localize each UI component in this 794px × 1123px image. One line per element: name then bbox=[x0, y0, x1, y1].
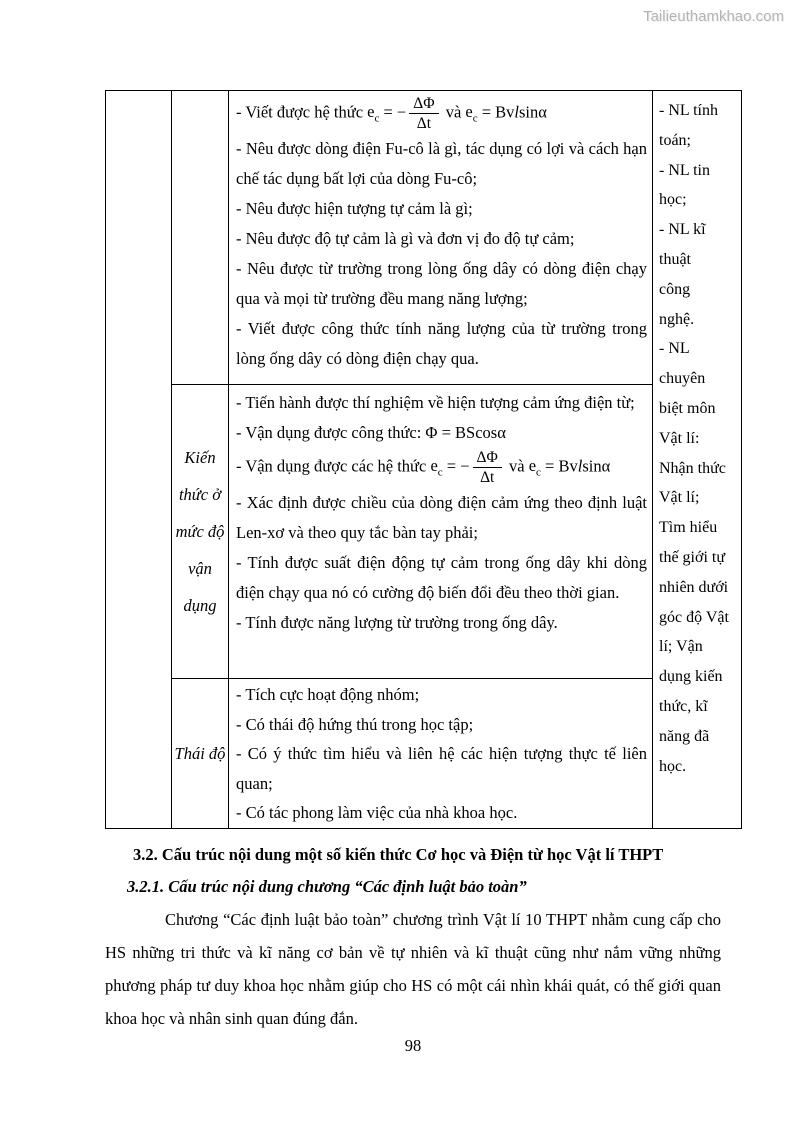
row-content-cell bbox=[229, 91, 652, 384]
objective-item: - Nêu được hiện tượng tự cảm là gì; bbox=[236, 198, 473, 218]
objective-item: - Có thái độ hứng thú trong học tập; bbox=[236, 714, 474, 734]
table-row bbox=[172, 91, 652, 384]
competency-line: - NL kĩ bbox=[659, 221, 706, 239]
watermark: Tailieuthamkhao.com bbox=[643, 8, 784, 25]
fraction: $\frac{\Delta\Phi}{\Delta t}$ bbox=[409, 94, 438, 133]
fraction: $\frac{\Delta\Phi}{\Delta t}$ bbox=[473, 448, 502, 487]
competency-line: chuyên bbox=[659, 370, 706, 388]
competency-line: - NL tính bbox=[659, 102, 718, 119]
objective-item: - Nêu được độ tự cảm là gì và đơn vị đo độ tự cảm; bbox=[236, 228, 575, 248]
row-label-cell: Kiến thức ở mức độ vận dụng bbox=[172, 385, 229, 678]
objective-item: - Nêu được dòng điện Fu-cô là gì, tác dụng có lợi và cách hạn chế tác dụng bất lợi của dòng Fu-cô; bbox=[236, 138, 647, 188]
competency-line: thế giới tự bbox=[659, 548, 726, 566]
row-content-cell bbox=[229, 679, 652, 828]
competency-line: lí; Vận bbox=[659, 638, 703, 656]
variable-with-subscript: $e_c$ bbox=[465, 102, 478, 125]
objective-item: - Viết được hệ thức $e_c$ = − $\frac{\Delta\Phi}{\Delta t}$ và $e_c = Bvlsin\alpha$ bbox=[236, 95, 547, 132]
objective-item: - Tính được suất điện động tự cảm trong ống dây khi dòng điện chạy qua nó có cường độ biến đổi đều theo thời gian. bbox=[236, 552, 647, 602]
competency-line: biệt môn bbox=[659, 399, 716, 417]
objective-item: - Xác định được chiều của dòng điện cảm ứng theo định luật Len-xơ và theo quy tắc bàn tay phải; bbox=[236, 492, 647, 542]
competency-line: toán; bbox=[659, 131, 691, 149]
page-number: 98 bbox=[404, 1036, 422, 1055]
competency-line: Nhận thức bbox=[659, 459, 726, 477]
objective-item: - Có ý thức tìm hiểu và liên hệ các hiện tượng thực tế liên quan; bbox=[236, 744, 647, 793]
body-paragraph: Chương “Các định luật bảo toàn” chương trình Vật lí 10 THPT nhằm cung cấp cho HS những tri thức và kĩ năng cơ bản về tự nhiên và kĩ thuật cũng như nắm vững những phương pháp tư duy khoa học nhằm giúp cho HS có một cái nhìn khái quát, có thế giới quan khoa học và nhân sinh quan đúng đắn. bbox=[105, 910, 721, 1028]
table-row bbox=[172, 678, 652, 828]
competency-line: - NL tin bbox=[659, 161, 710, 179]
variable-with-subscript: $e_c$ bbox=[367, 102, 380, 125]
table-row bbox=[172, 384, 652, 678]
competency-line: thức, kĩ bbox=[659, 697, 708, 715]
objectives-table bbox=[105, 90, 742, 829]
objective-item: - Vận dụng được các hệ thức $e_c$ = − $\frac{\Delta\Phi}{\Delta t}$ và $e_c = Bvlsin\alpha$ bbox=[236, 449, 611, 486]
competency-line: dụng kiến bbox=[659, 668, 723, 686]
competency-line: năng đã bbox=[659, 727, 710, 745]
section-heading: 3.2. Cấu trúc nội dung một số kiến thức Cơ học và Điện từ học Vật lí THPT bbox=[133, 845, 664, 864]
objective-item: - Nêu được từ trường trong lòng ống dây có dòng điện chạy qua và mọi từ trường đều mang năng lượng; bbox=[236, 258, 647, 308]
competency-line: Vật lí; bbox=[659, 489, 700, 507]
competency-line: học. bbox=[659, 757, 687, 775]
row-content-cell bbox=[229, 385, 652, 678]
objective-item: - Viết được công thức tính năng lượng của từ trường trong lòng ống dây có dòng điện chạy qua. bbox=[236, 318, 647, 368]
competency-line: thuật bbox=[659, 250, 691, 268]
objective-item: - Vận dụng được công thức: Φ = BScosα bbox=[236, 423, 506, 442]
row-label-cell: Thái độ bbox=[172, 679, 229, 828]
row-label-cell bbox=[172, 91, 229, 384]
variable-with-subscript: $e_c$ bbox=[430, 456, 443, 479]
competency-line: nghệ. bbox=[659, 310, 695, 328]
table-empty-column bbox=[106, 91, 172, 828]
competency-line: nhiên dưới bbox=[659, 578, 729, 596]
competency-line: góc độ Vật bbox=[659, 608, 729, 626]
text-section bbox=[105, 839, 721, 1035]
variable-with-subscript: $e_c$ bbox=[528, 456, 541, 479]
objective-item: - Tính được năng lượng từ trường trong ống dây. bbox=[236, 612, 558, 632]
competency-line: Vật lí: bbox=[659, 429, 700, 447]
objective-item: - Có tác phong làm việc của nhà khoa học. bbox=[236, 803, 518, 822]
competency-line: học; bbox=[659, 191, 687, 209]
competency-line: - NL bbox=[659, 340, 690, 358]
competency-line: công bbox=[659, 280, 691, 298]
objective-item: - Tích cực hoạt động nhóm; bbox=[236, 685, 420, 704]
table-body bbox=[172, 91, 652, 828]
objective-item: - Tiến hành được thí nghiệm về hiện tượng cảm ứng điện từ; bbox=[236, 393, 635, 412]
subsection-heading: 3.2.1. Cấu trúc nội dung chương “Các định luật bảo toàn” bbox=[127, 877, 527, 896]
competency-column bbox=[652, 91, 741, 828]
competency-line: Tìm hiểu bbox=[659, 519, 718, 537]
